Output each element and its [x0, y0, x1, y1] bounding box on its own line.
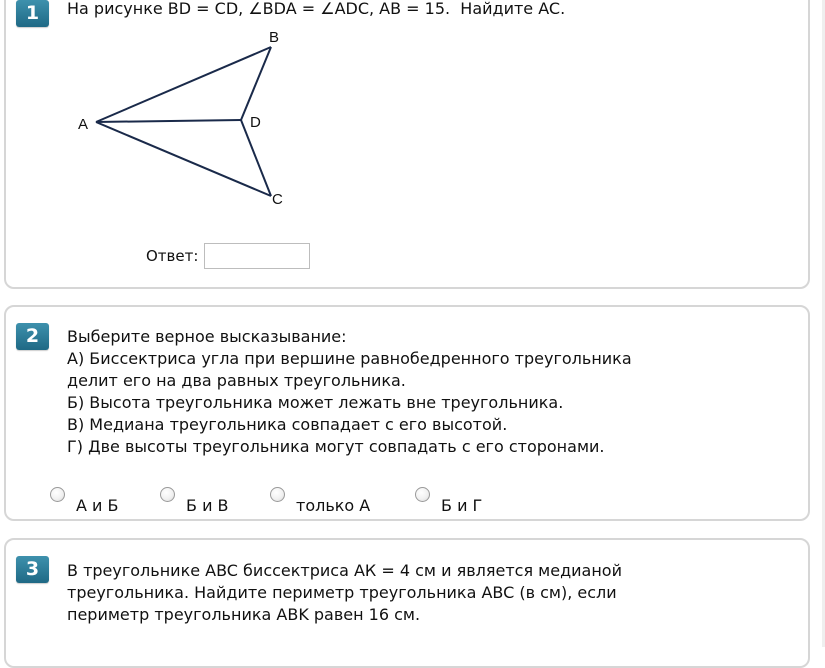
question-number-badge: 3 — [16, 556, 49, 583]
question-number-badge: 2 — [16, 323, 49, 350]
triangle-figure — [66, 29, 306, 220]
segment-ad — [96, 120, 241, 122]
option-label[interactable]: Б и Г — [441, 496, 483, 515]
option-label[interactable]: А и Б — [76, 496, 119, 515]
radio-button[interactable] — [160, 487, 175, 502]
option-label[interactable]: Б и В — [186, 496, 229, 515]
answer-options — [50, 487, 750, 517]
answer-label: Ответ: — [146, 247, 199, 265]
radio-button[interactable] — [50, 487, 65, 502]
option-label[interactable]: только А — [296, 496, 371, 515]
radio-button[interactable] — [270, 487, 285, 502]
question-card-1 — [4, 0, 810, 289]
radio-button[interactable] — [415, 487, 430, 502]
question-card-2 — [4, 305, 810, 521]
point-label-b: B — [269, 29, 280, 46]
question-text: В треугольнике ABC биссектриса АК = 4 см и является медианой треугольника. Найдите периметр треугольника ABC (в см), если периметр треугольника ABK равен 16 см. — [67, 561, 622, 624]
question-text: На рисунке BD = CD, ∠BDA = ∠ADC, AB = 15. Найдите AC. — [67, 0, 566, 18]
question-card-3 — [4, 538, 810, 668]
point-label-d: D — [250, 114, 261, 131]
point-label-a: A — [78, 116, 89, 133]
answer-input[interactable] — [204, 243, 310, 269]
question-number-badge: 1 — [16, 0, 49, 27]
segment-ac — [96, 122, 271, 196]
point-label-c: C — [272, 191, 283, 208]
question-text: Выберите верное высказывание: А) Биссектриса угла при вершине равнобедренного треугольника делит его на два равных треугольника. Б) Высота треугольника может лежать вне треугольника. В) Медиана треугольника совпадает с его высотой. Г) Две высоты треугольника могут совпадать с его сторонами. — [67, 327, 632, 456]
answer-row — [146, 243, 310, 269]
